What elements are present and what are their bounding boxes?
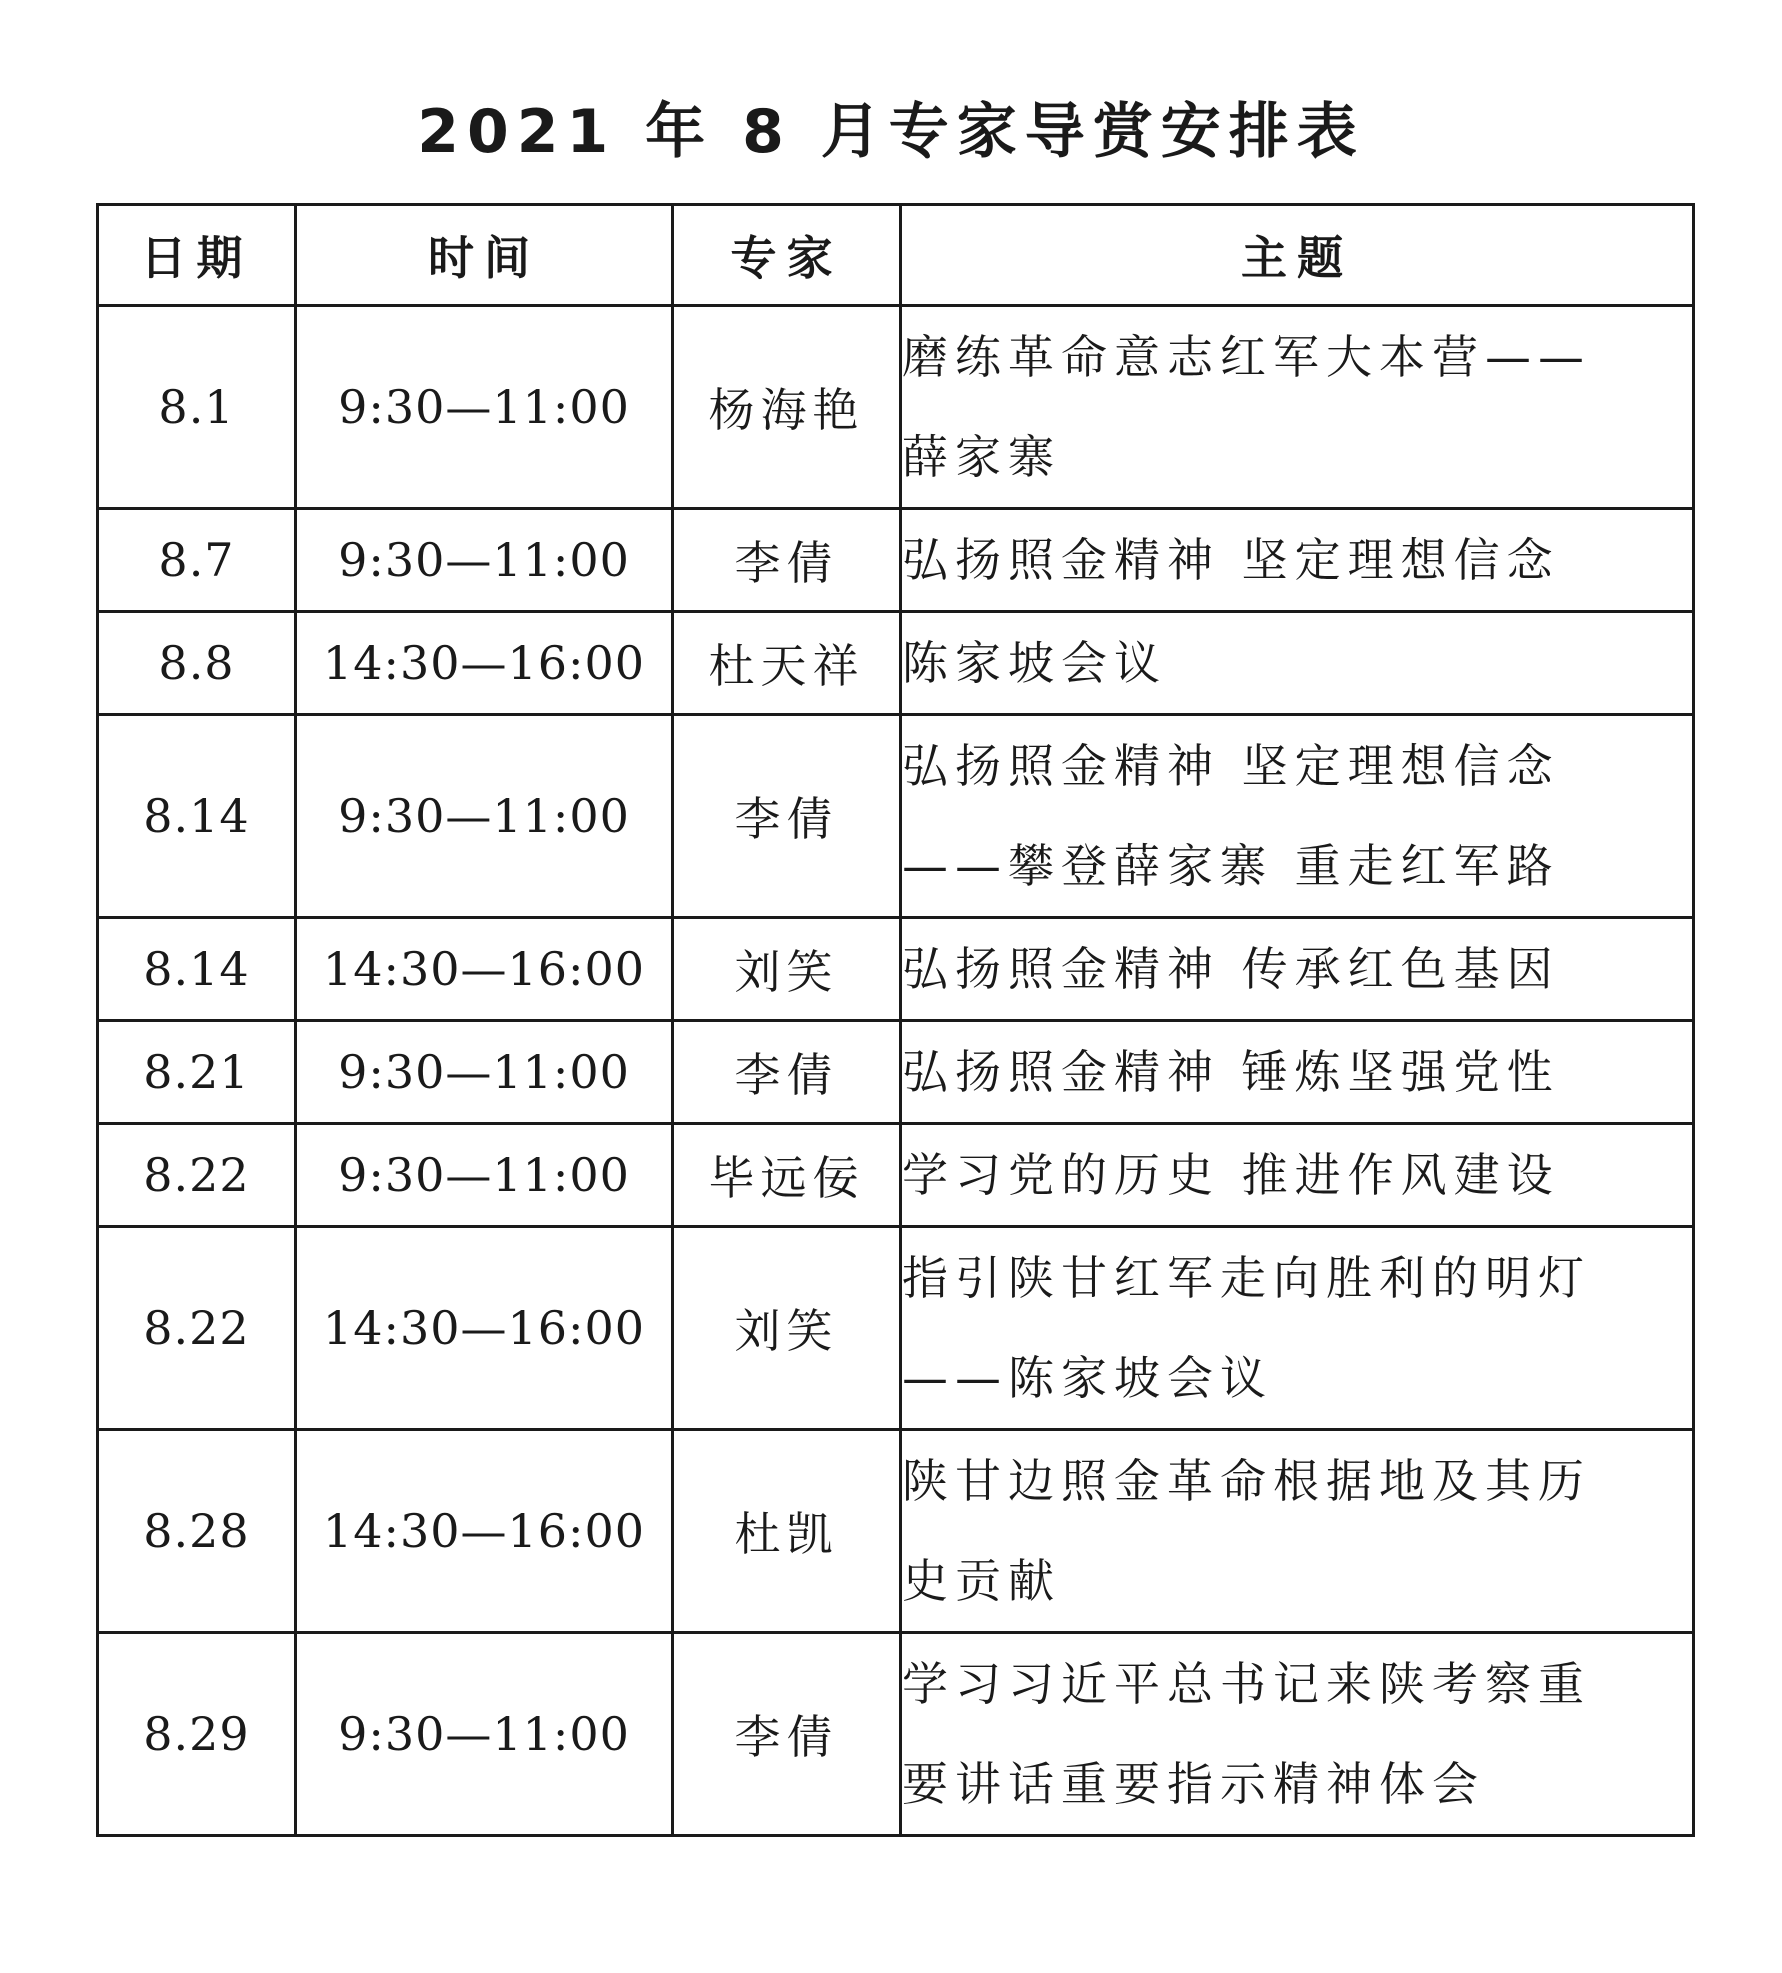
topic-line: 要讲话重要指示精神体会 <box>902 1757 1485 1811</box>
date-cell: 8.22 <box>98 1227 296 1430</box>
topic-cell <box>901 1124 1694 1227</box>
topic-line: ——陈家坡会议 <box>902 1351 1273 1405</box>
expert-cell: 毕远佞 <box>673 1124 901 1227</box>
header-topic: 主题 <box>901 205 1694 306</box>
table-row <box>98 1430 1694 1633</box>
expert-cell: 李倩 <box>673 715 901 918</box>
time-cell: 9:30—11:00 <box>296 509 673 612</box>
time-cell: 9:30—11:00 <box>296 306 673 509</box>
time-cell: 9:30—11:00 <box>296 715 673 918</box>
table-body <box>98 306 1694 1836</box>
topic-cell <box>901 306 1694 509</box>
date-cell: 8.14 <box>98 918 296 1021</box>
date-cell: 8.28 <box>98 1430 296 1633</box>
topic-line: 弘扬照金精神 锤炼坚强党性 <box>902 1045 1560 1099</box>
date-cell: 8.8 <box>98 612 296 715</box>
topic-line: 陕甘边照金革命根据地及其历 <box>902 1454 1591 1508</box>
expert-cell: 杜天祥 <box>673 612 901 715</box>
expert-cell: 李倩 <box>673 1633 901 1836</box>
topic-line: 陈家坡会议 <box>902 636 1167 690</box>
expert-cell: 刘笑 <box>673 918 901 1021</box>
time-cell: 14:30—16:00 <box>296 918 673 1021</box>
topic-cell <box>901 612 1694 715</box>
table-row <box>98 509 1694 612</box>
topic-cell <box>901 1633 1694 1836</box>
table-row <box>98 612 1694 715</box>
date-cell: 8.22 <box>98 1124 296 1227</box>
topic-line: 学习党的历史 推进作风建设 <box>902 1148 1560 1202</box>
topic-line: 弘扬照金精神 坚定理想信念 <box>902 739 1560 793</box>
topic-cell <box>901 715 1694 918</box>
topic-line: 指引陕甘红军走向胜利的明灯 <box>902 1251 1591 1305</box>
date-cell: 8.21 <box>98 1021 296 1124</box>
schedule-table <box>96 203 1695 1837</box>
header-expert: 专家 <box>673 205 901 306</box>
topic-line: ——攀登薛家寨 重走红军路 <box>902 839 1560 893</box>
expert-cell: 李倩 <box>673 509 901 612</box>
topic-line: 弘扬照金精神 坚定理想信念 <box>902 533 1560 587</box>
time-cell: 9:30—11:00 <box>296 1633 673 1836</box>
topic-line: 薛家寨 <box>902 430 1061 484</box>
time-cell: 9:30—11:00 <box>296 1124 673 1227</box>
expert-cell: 李倩 <box>673 1021 901 1124</box>
expert-cell: 杨海艳 <box>673 306 901 509</box>
time-cell: 9:30—11:00 <box>296 1021 673 1124</box>
header-time: 时间 <box>296 205 673 306</box>
header-date: 日期 <box>98 205 296 306</box>
topic-cell <box>901 918 1694 1021</box>
table-row <box>98 918 1694 1021</box>
date-cell: 8.1 <box>98 306 296 509</box>
topic-cell <box>901 1021 1694 1124</box>
topic-cell <box>901 509 1694 612</box>
topic-line: 学习习近平总书记来陕考察重 <box>902 1657 1591 1711</box>
table-row <box>98 1021 1694 1124</box>
document-title: 2021 年 8 月专家导赏安排表 <box>417 97 1365 167</box>
time-cell: 14:30—16:00 <box>296 612 673 715</box>
topic-line: 磨练革命意志红军大本营—— <box>902 330 1591 384</box>
expert-cell: 杜凯 <box>673 1430 901 1633</box>
time-cell: 14:30—16:00 <box>296 1430 673 1633</box>
table-header <box>98 205 1694 306</box>
header-row <box>98 205 1694 306</box>
table-row <box>98 1227 1694 1430</box>
date-cell: 8.29 <box>98 1633 296 1836</box>
table-row <box>98 1124 1694 1227</box>
topic-cell <box>901 1227 1694 1430</box>
topic-line: 史贡献 <box>902 1554 1061 1608</box>
date-cell: 8.14 <box>98 715 296 918</box>
topic-line: 弘扬照金精神 传承红色基因 <box>902 942 1560 996</box>
table-row <box>98 1633 1694 1836</box>
table-row <box>98 306 1694 509</box>
time-cell: 14:30—16:00 <box>296 1227 673 1430</box>
table-row <box>98 715 1694 918</box>
topic-cell <box>901 1430 1694 1633</box>
date-cell: 8.7 <box>98 509 296 612</box>
expert-cell: 刘笑 <box>673 1227 901 1430</box>
